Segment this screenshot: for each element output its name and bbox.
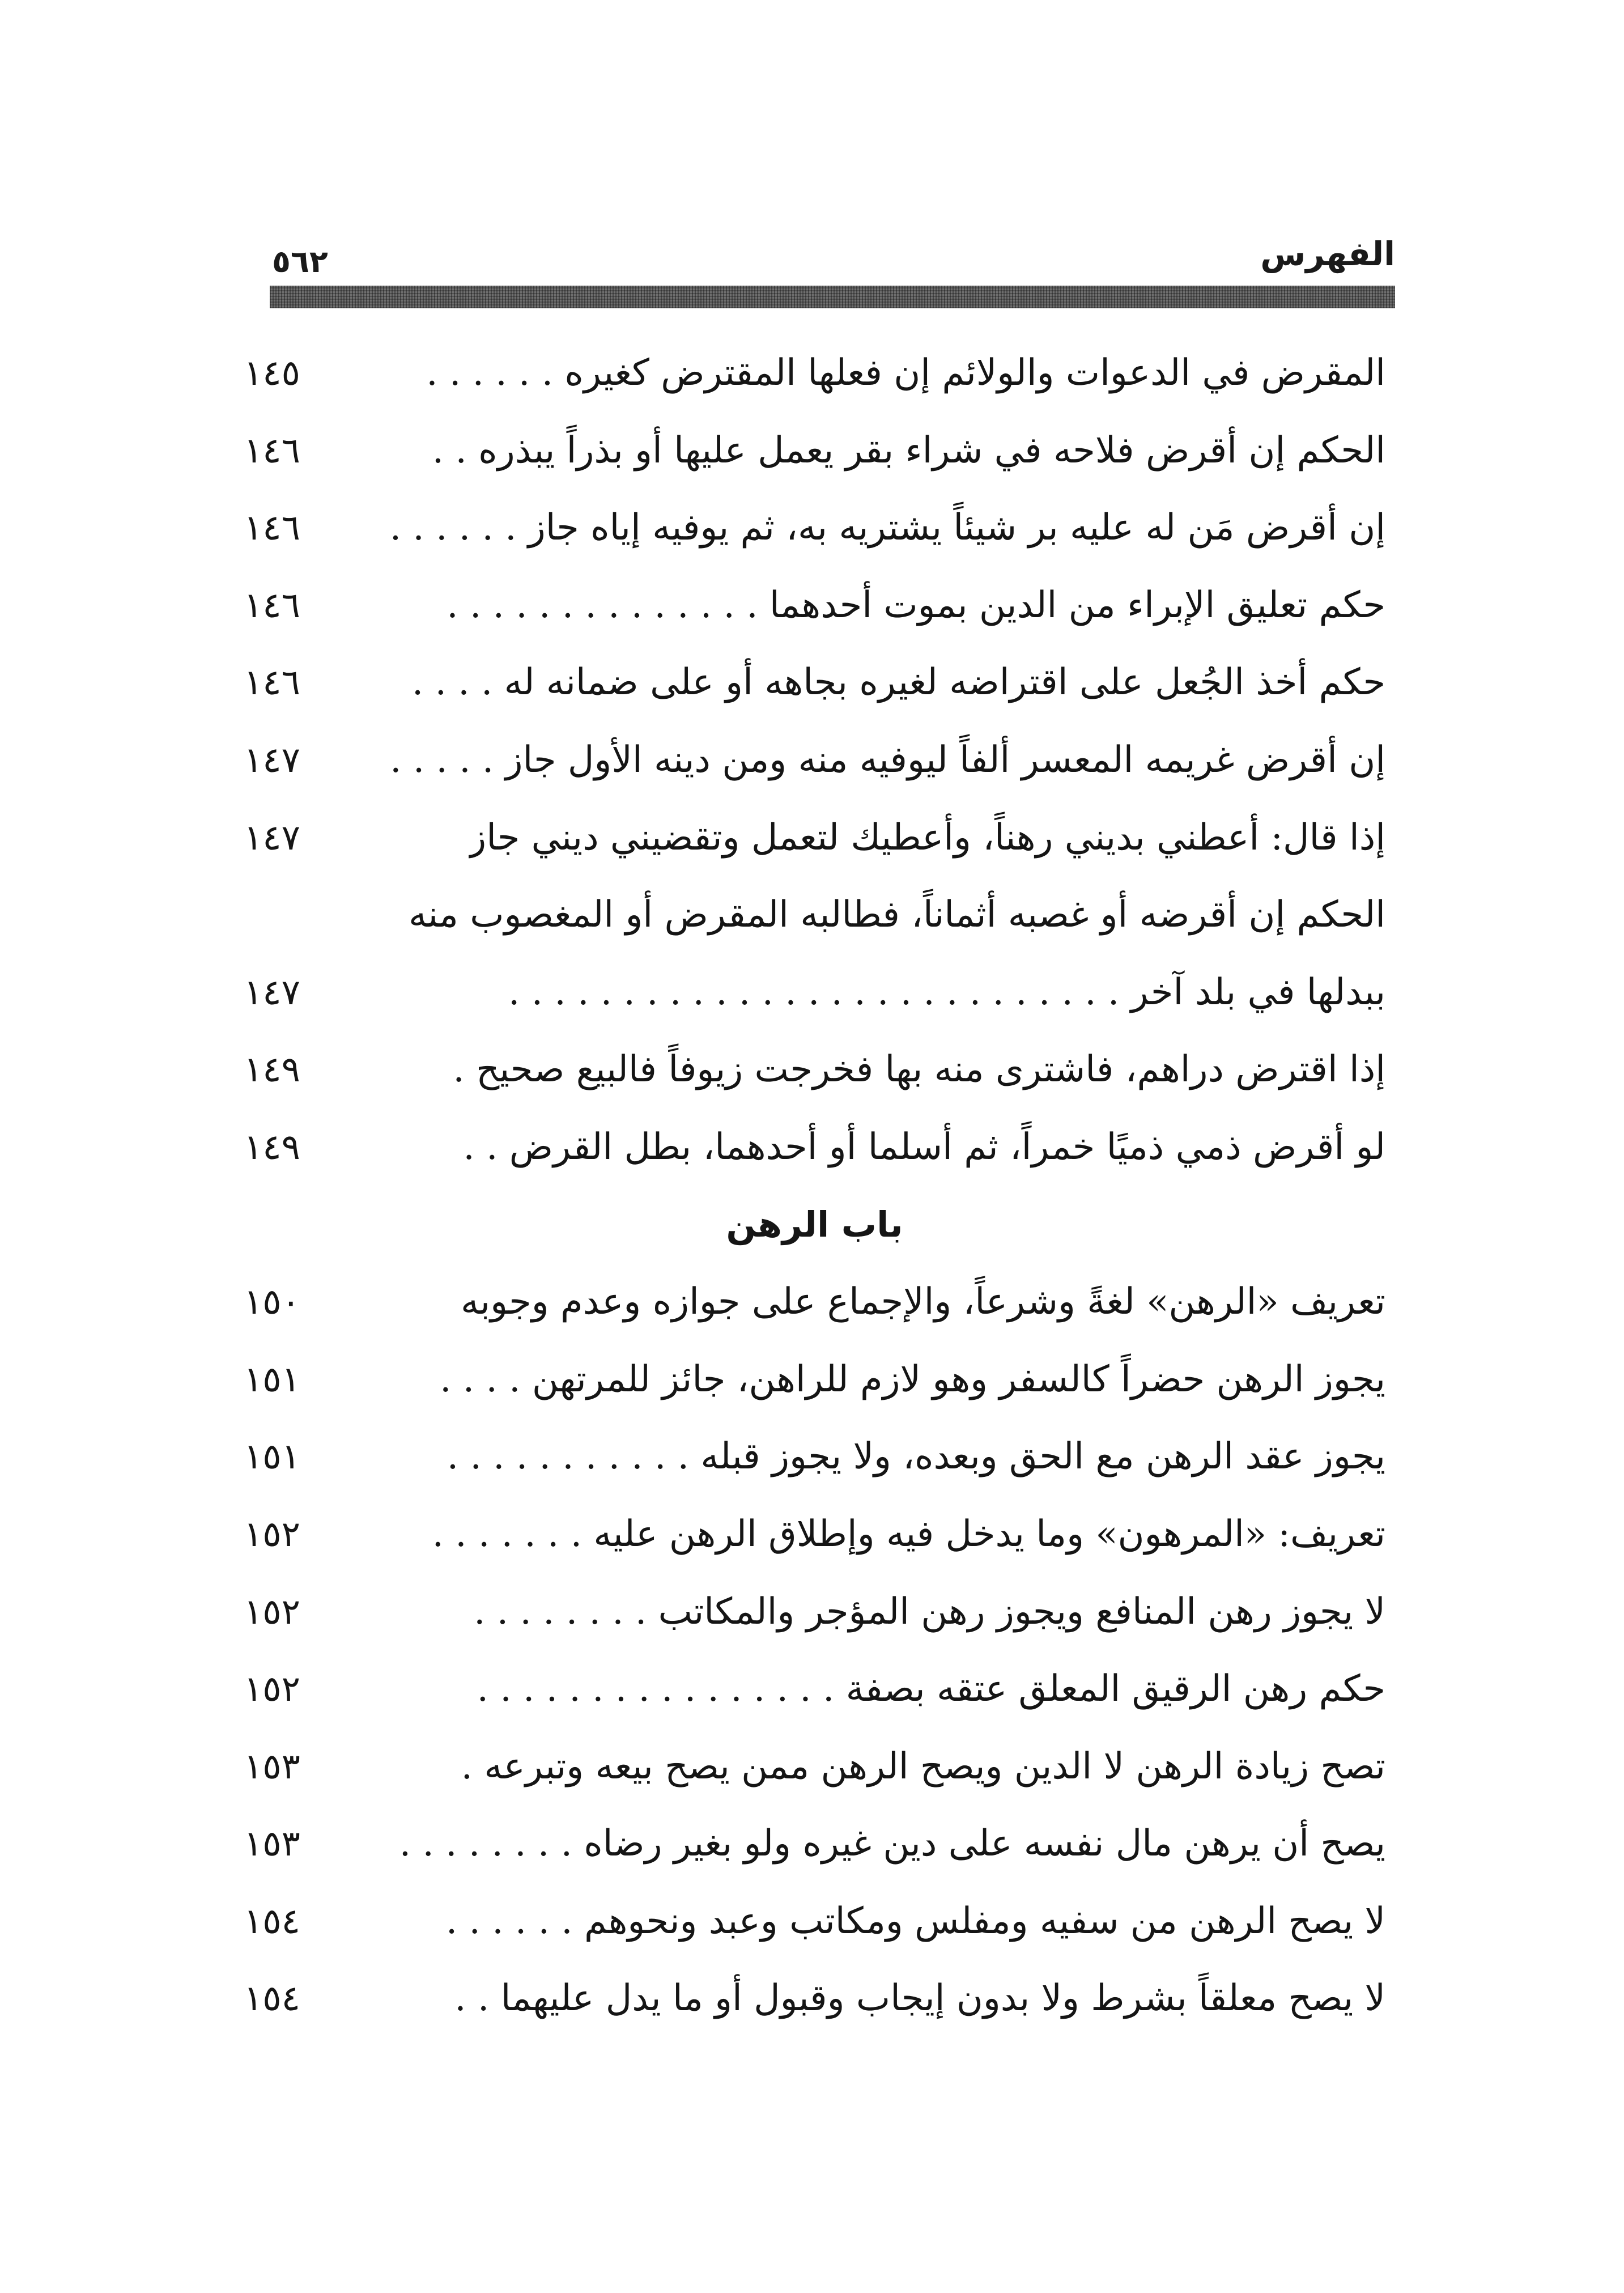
toc-entry-title: تعريف «الرهن» لغةً وشرعاً، والإجماع على جوازه وعدم وجوبه — [460, 1281, 1385, 1323]
toc-entry-page-number: ١٥٢ — [244, 1668, 300, 1710]
toc-entry-page-number: ١٤٧ — [244, 738, 300, 780]
toc-entry-page-number: ١٤٦ — [244, 661, 300, 703]
toc-entry — [244, 727, 1385, 805]
toc-entry-page-number: ١٥٢ — [244, 1513, 300, 1555]
toc-entry-page-number: ١٤٩ — [244, 1126, 300, 1167]
toc-entry — [244, 1579, 1385, 1657]
toc-entry-title: ببدلها في بلد آخر . . . . . . . . . . . . . . . . . . . . . . . . . . . — [508, 971, 1385, 1013]
toc-entry — [244, 495, 1385, 572]
toc-entry-title: إن أقرض غريمه المعسر ألفاً ليوفيه منه ومن دينه الأول جاز . . . . . — [390, 738, 1385, 781]
toc-entry-title: يصح أن يرهن مال نفسه على دين غيره ولو بغير رضاه . . . . . . . . — [399, 1823, 1385, 1865]
toc-entry — [244, 882, 1385, 959]
toc-entry — [244, 1037, 1385, 1114]
toc-entry-page-number: ١٤٧ — [244, 971, 300, 1013]
toc-entry-title: الحكم إن أقرض فلاحه في شراء بقر يعمل عليها أو بذراً يبذره . . — [432, 429, 1385, 472]
toc-entry — [244, 1114, 1385, 1192]
toc-entry — [244, 805, 1385, 882]
toc-entry-page-number: ١٥٤ — [244, 1977, 300, 2019]
toc-entry — [244, 649, 1385, 727]
toc-entry-title: حكم تعليق الإبراء من الدين بموت أحدهما . . . . . . . . . . . . . . — [447, 584, 1385, 626]
toc-entry — [244, 959, 1385, 1037]
toc-entry — [244, 1269, 1385, 1347]
toc-entry — [244, 1888, 1385, 1966]
toc-entry — [244, 418, 1385, 495]
toc-entry — [244, 572, 1385, 650]
toc-entry-title: إذا اقترض دراهم، فاشترى منه بها فخرجت زيوفاً فالبيع صحيح . — [453, 1048, 1385, 1091]
section-heading-row — [244, 1192, 1385, 1269]
toc-entry — [244, 1656, 1385, 1734]
toc-entry-title: لا يصح الرهن من سفيه ومفلس ومكاتب وعبد ونحوهم . . . . . . — [445, 1900, 1385, 1942]
toc-entry — [244, 1811, 1385, 1888]
toc-entry-page-number: ١٥٤ — [244, 1900, 300, 1942]
toc-entry-title: يجوز الرهن حضراً كالسفر وهو لازم للراهن، جائز للمرتهن . . . . — [440, 1358, 1385, 1400]
toc-entry-page-number: ١٥٢ — [244, 1590, 300, 1632]
toc-entry-title: لا يجوز رهن المنافع ويجوز رهن المؤجر والمكاتب . . . . . . . . — [474, 1590, 1385, 1633]
toc-entry-page-number: ١٤٥ — [244, 352, 300, 393]
toc-entry-page-number: ١٥٠ — [244, 1281, 300, 1323]
toc-entry-page-number: ١٥١ — [244, 1436, 300, 1477]
toc-entry-page-number: ١٤٩ — [244, 1048, 300, 1090]
toc-entry — [244, 1347, 1385, 1424]
toc-entry-page-number: ١٥٣ — [244, 1823, 300, 1865]
header-rule — [270, 286, 1395, 308]
running-title: الفهرس — [1260, 235, 1395, 273]
toc-entry-title: حكم رهن الرقيق المعلق عتقه بصفة . . . . . . . . . . . . . . . . — [477, 1668, 1385, 1710]
toc-entry-title: المقرض في الدعوات والولائم إن فعلها المقترض كغيره . . . . . . — [426, 352, 1385, 394]
toc-entry-page-number: ١٥٣ — [244, 1745, 300, 1787]
section-heading: باب الرهن — [726, 1203, 903, 1245]
table-of-contents — [244, 340, 1385, 2043]
page-number: ٥٦٢ — [272, 244, 328, 279]
toc-entry-title: لو أقرض ذمي ذميًا خمراً، ثم أسلما أو أحدهما، بطل القرض . . — [463, 1126, 1385, 1168]
toc-entry — [244, 1734, 1385, 1811]
toc-entry-title: تعريف: «المرهون» وما يدخل فيه وإطلاق الرهن عليه . . . . . . . — [432, 1513, 1385, 1555]
toc-entry-title: الحكم إن أقرضه أو غصبه أثماناً، فطالبه المقرض أو المغصوب منه — [408, 894, 1385, 936]
toc-entry-title: حكم أخذ الجُعل على اقتراضه لغيره بجاهه أو على ضمانه له . . . . — [411, 661, 1385, 704]
toc-entry — [244, 340, 1385, 418]
page-header — [270, 227, 1395, 312]
toc-entry — [244, 1501, 1385, 1579]
toc-entry — [244, 1965, 1385, 2043]
toc-entry-page-number: ١٤٧ — [244, 816, 300, 858]
toc-entry-title: إذا قال: أعطني بديني رهناً، وأعطيك لتعمل وتقضيني ديني جاز — [469, 816, 1385, 859]
toc-entry-page-number: ١٤٦ — [244, 507, 300, 549]
toc-entry-page-number: ١٤٦ — [244, 429, 300, 471]
toc-entry-page-number: ١٥١ — [244, 1358, 300, 1400]
toc-entry-title: لا يصح معلقاً بشرط ولا بدون إيجاب وقبول أو ما يدل عليهما . . — [454, 1977, 1385, 2020]
toc-entry-title: تصح زيادة الرهن لا الدين ويصح الرهن ممن يصح بيعه وتبرعه . — [461, 1745, 1385, 1787]
toc-entry-title: يجوز عقد الرهن مع الحق وبعده، ولا يجوز قبله . . . . . . . . . . . — [447, 1436, 1385, 1478]
toc-entry-title: إن أقرض مَن له عليه بر شيئاً يشتريه به، ثم يوفيه إياه جاز . . . . . . — [389, 507, 1385, 549]
toc-entry-page-number: ١٤٦ — [244, 584, 300, 626]
toc-entry — [244, 1424, 1385, 1501]
